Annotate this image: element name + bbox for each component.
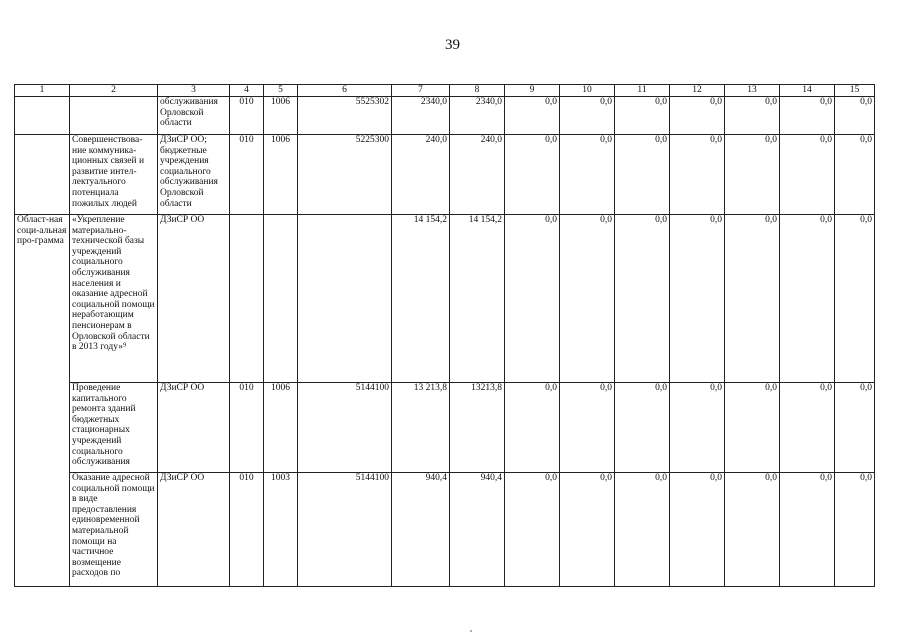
column-header: 15 bbox=[835, 85, 875, 97]
column-header: 6 bbox=[298, 85, 392, 97]
cell-value: 14 154,2 bbox=[392, 215, 450, 383]
cell-executor: ДЗиСР ОО bbox=[158, 383, 230, 473]
cell-executor: обслуживания Орловской области bbox=[158, 97, 230, 135]
column-header: 11 bbox=[615, 85, 670, 97]
cell-target: 5225300 bbox=[298, 135, 392, 215]
page-number: 39 bbox=[445, 37, 460, 53]
cell-grbs: 010 bbox=[230, 383, 264, 473]
cell-value: 0,0 bbox=[560, 97, 615, 135]
column-header: 5 bbox=[264, 85, 298, 97]
cell-value: 0,0 bbox=[725, 473, 780, 587]
cell-value: 0,0 bbox=[670, 215, 725, 383]
cell-section: 1006 bbox=[264, 383, 298, 473]
cell-value: 0,0 bbox=[835, 215, 875, 383]
cell-grbs: 010 bbox=[230, 97, 264, 135]
column-header: 4 bbox=[230, 85, 264, 97]
cell-value: 0,0 bbox=[670, 383, 725, 473]
cell-value: 0,0 bbox=[560, 473, 615, 587]
cell-value: 0,0 bbox=[725, 383, 780, 473]
column-header: 3 bbox=[158, 85, 230, 97]
table-row bbox=[15, 215, 875, 383]
budget-table bbox=[14, 84, 875, 587]
cell-value: 940,4 bbox=[392, 473, 450, 587]
cell-value: 0,0 bbox=[560, 383, 615, 473]
cell-program bbox=[15, 135, 70, 215]
cell-value: 2340,0 bbox=[392, 97, 450, 135]
cell-value: 0,0 bbox=[505, 383, 560, 473]
cell-value: 0,0 bbox=[780, 215, 835, 383]
cell-value: 0,0 bbox=[670, 97, 725, 135]
cell-value: 0,0 bbox=[780, 135, 835, 215]
cell-value: 0,0 bbox=[505, 97, 560, 135]
cell-program bbox=[15, 97, 70, 135]
cell-value: 14 154,2 bbox=[450, 215, 505, 383]
cell-target: 5144100 bbox=[298, 473, 392, 587]
cell-target bbox=[298, 215, 392, 383]
cell-target: 5525302 bbox=[298, 97, 392, 135]
cell-value: 13213,8 bbox=[450, 383, 505, 473]
cell-value: 0,0 bbox=[780, 97, 835, 135]
cell-value: 0,0 bbox=[835, 473, 875, 587]
cell-value: 0,0 bbox=[725, 215, 780, 383]
cell-value: 240,0 bbox=[392, 135, 450, 215]
cell-value: 0,0 bbox=[560, 215, 615, 383]
cell-value: 0,0 bbox=[835, 383, 875, 473]
cell-name: «Укрепление материально-технической базы учреждений социального обслуживания населения и оказание адресной социальной помощи неработающим пенсионерам в Орловской области в 2013 году»⁹ bbox=[70, 215, 158, 383]
table-row bbox=[15, 135, 875, 215]
cell-grbs: 010 bbox=[230, 473, 264, 587]
cell-name: Проведение капитального ремонта зданий бюджетных стационарных учреждений социального обслуживания bbox=[70, 383, 158, 473]
column-header: 2 bbox=[70, 85, 158, 97]
cell-value: 0,0 bbox=[670, 135, 725, 215]
column-header: 12 bbox=[670, 85, 725, 97]
cell-value: 0,0 bbox=[835, 135, 875, 215]
cell-value: 2340,0 bbox=[450, 97, 505, 135]
column-header: 9 bbox=[505, 85, 560, 97]
column-header: 8 bbox=[450, 85, 505, 97]
cell-executor: ДЗиСР ОО bbox=[158, 215, 230, 383]
cell-section: 1003 bbox=[264, 473, 298, 587]
cell-name bbox=[70, 97, 158, 135]
cell-target: 5144100 bbox=[298, 383, 392, 473]
cell-grbs: 010 bbox=[230, 135, 264, 215]
column-header: 7 bbox=[392, 85, 450, 97]
column-header: 13 bbox=[725, 85, 780, 97]
cell-value: 940,4 bbox=[450, 473, 505, 587]
cell-value: 0,0 bbox=[780, 473, 835, 587]
header-row bbox=[15, 85, 875, 97]
column-header: 1 bbox=[15, 85, 70, 97]
cell-executor: ДЗиСР ОО bbox=[158, 473, 230, 587]
cell-value: 0,0 bbox=[670, 473, 725, 587]
cell-value: 0,0 bbox=[615, 215, 670, 383]
cell-name: Оказание адресной социальной помощи в виде предоставления единовременной материальной помощи на частичное возмещение расходов по bbox=[70, 473, 158, 587]
cell-value: 0,0 bbox=[505, 135, 560, 215]
cell-value: 0,0 bbox=[780, 383, 835, 473]
cell-section: 1006 bbox=[264, 135, 298, 215]
cell-value: 0,0 bbox=[835, 97, 875, 135]
cell-section bbox=[264, 215, 298, 383]
cell-value: 0,0 bbox=[615, 383, 670, 473]
cell-name: Совершенствова-ние коммуника-ционных связей и развитие интел-лектуального потенциала пожилых людей bbox=[70, 135, 158, 215]
cell-value: 0,0 bbox=[615, 135, 670, 215]
cell-value: 240,0 bbox=[450, 135, 505, 215]
cell-executor: ДЗиСР ОО; бюджетные учреждения социального обслуживания Орловской области bbox=[158, 135, 230, 215]
cell-value: 0,0 bbox=[725, 135, 780, 215]
table-row bbox=[15, 473, 875, 587]
cell-grbs bbox=[230, 215, 264, 383]
cell-value: 0,0 bbox=[615, 97, 670, 135]
scan-mark bbox=[470, 630, 472, 632]
table-row bbox=[15, 97, 875, 135]
cell-section: 1006 bbox=[264, 97, 298, 135]
cell-value: 0,0 bbox=[560, 135, 615, 215]
cell-value: 0,0 bbox=[725, 97, 780, 135]
cell-value: 0,0 bbox=[505, 473, 560, 587]
cell-value: 13 213,8 bbox=[392, 383, 450, 473]
cell-value: 0,0 bbox=[505, 215, 560, 383]
column-header: 10 bbox=[560, 85, 615, 97]
cell-program: Област-ная соци-альная про-грамма bbox=[15, 215, 70, 587]
column-header: 14 bbox=[780, 85, 835, 97]
cell-value: 0,0 bbox=[615, 473, 670, 587]
table-row bbox=[15, 383, 875, 473]
